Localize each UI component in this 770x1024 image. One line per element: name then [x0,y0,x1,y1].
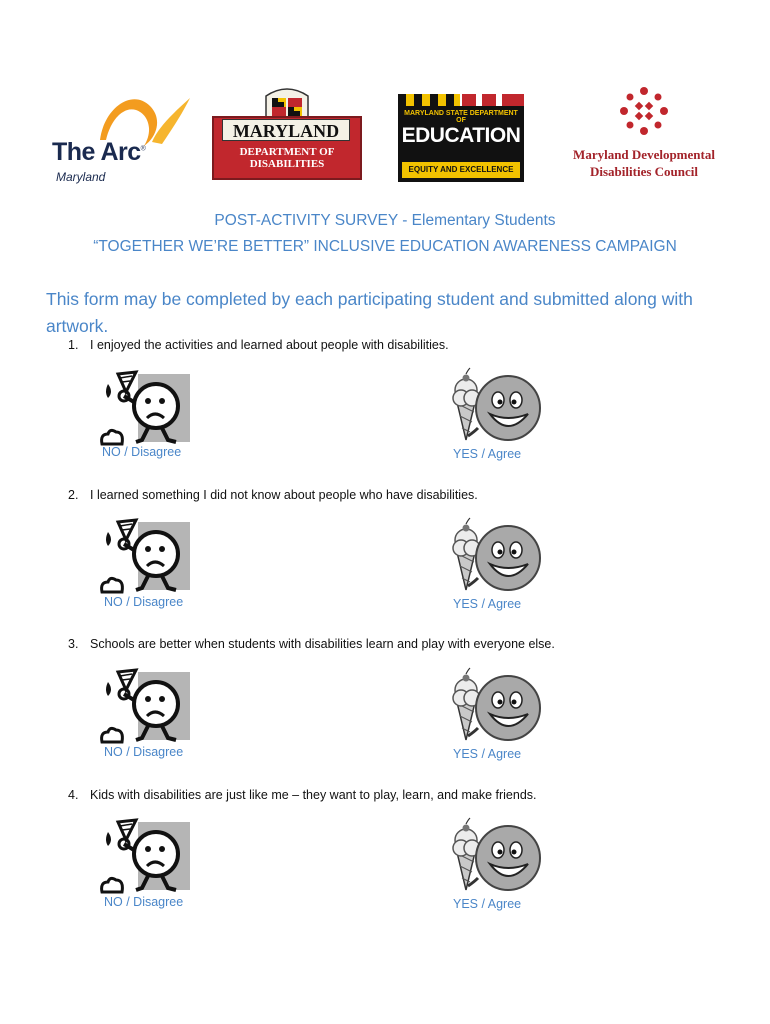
happy-face-icon[interactable] [452,364,542,448]
maryland-title: MARYLAND [222,119,350,141]
sad-face-icon[interactable] [98,668,194,748]
no-disagree-label[interactable]: NO / Disagree [104,745,184,759]
no-disagree-label[interactable]: NO / Disagree [104,595,184,609]
sad-face-icon[interactable] [98,818,194,898]
intro-text: This form may be completed by each participating student and submitted along with artwork. [46,289,693,336]
question-4: 4. Kids with disabilities are just like me – they want to play, learn, and make friends. [68,788,537,802]
sad-face-icon[interactable] [98,370,194,450]
happy-face-icon[interactable] [452,664,542,748]
msde-top-text: MARYLAND STATE DEPARTMENT OF [404,110,518,124]
maryland-department-of-disabilities-logo [212,86,362,182]
education-text: EDUCATION [401,124,521,147]
department-of-disabilities-text: DEPARTMENT OF DISABILITIES [239,146,335,170]
mddc-name: Maryland Developmental Disabilities Council [573,147,715,179]
sad-face-icon[interactable] [98,518,194,598]
msde-education-logo [398,94,524,182]
yes-agree-label[interactable]: YES / Agree [453,747,522,761]
the-arc-logo [52,88,202,188]
survey-title: POST-ACTIVITY SURVEY - Elementary Students [214,212,556,229]
yes-agree-label[interactable]: YES / Agree [453,897,522,911]
yes-agree-label[interactable]: YES / Agree [453,597,522,611]
question-2: 2. I learned something I did not know about people who have disabilities. [68,488,478,502]
campaign-title: “TOGETHER WE’RE BETTER” INCLUSIVE EDUCATION AWARENESS CAMPAIGN [93,238,677,255]
yes-agree-label[interactable]: YES / Agree [453,447,522,461]
happy-face-icon[interactable] [452,514,542,598]
arc-name: The Arc® [52,138,146,166]
no-disagree-label[interactable]: NO / Disagree [104,895,184,909]
equity-excellence-text: EQUITY AND EXCELLENCE [402,162,520,178]
mddc-people-icon [619,86,669,136]
arc-subtitle: Maryland [56,170,106,184]
question-3: 3. Schools are better when students with disabilities learn and play with everyone else. [68,637,555,651]
question-1: 1. I enjoyed the activities and learned about people with disabilities. [68,338,449,352]
no-disagree-label[interactable]: NO / Disagree [102,445,182,459]
mddc-logo [556,86,732,186]
happy-face-icon[interactable] [452,814,542,898]
maryland-flag-crest-icon [262,86,312,118]
